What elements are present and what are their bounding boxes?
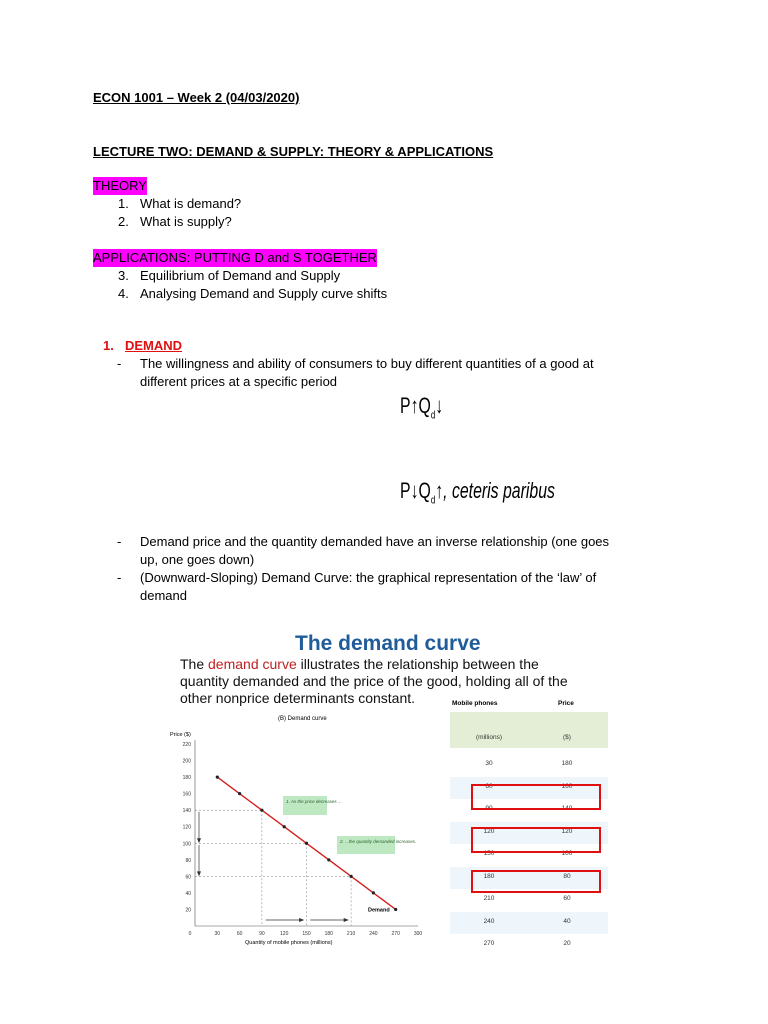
- slide-body-line3: other nonprice determinants constant.: [180, 690, 416, 706]
- demand-point: [216, 775, 219, 778]
- demand-chart: [170, 710, 435, 960]
- table-cell-price: 40: [563, 917, 571, 925]
- table-cell-quantity: 30: [485, 760, 493, 767]
- price-arrow-head: [197, 838, 201, 843]
- bullet-dash-2: -: [117, 534, 122, 549]
- table-cell-quantity: 240: [483, 917, 495, 925]
- table-unit-quantity: (millions): [476, 734, 502, 741]
- annotation-price-text: 1. As the price decreases ...: [286, 799, 342, 804]
- highlight-box-row-150: [471, 827, 601, 853]
- theory-item-num-2: 2.: [118, 214, 129, 229]
- theory-item-1: What is demand?: [140, 196, 242, 211]
- applications-item-num-4: 4.: [118, 286, 129, 301]
- applications-item-2: Analysing Demand and Supply curve shifts: [140, 286, 388, 301]
- table-row: [450, 934, 608, 957]
- slide-body-line1: The demand curve illustrates the relationship between the: [180, 656, 539, 672]
- x-tick-label: 240: [369, 931, 378, 937]
- lecture-title: LECTURE TWO: DEMAND & SUPPLY: THEORY & APPLICATIONS: [93, 144, 494, 159]
- table-cell-price: 160: [561, 782, 573, 790]
- y-tick-label: 80: [185, 857, 191, 864]
- demand-table: [450, 690, 608, 958]
- demand-point: [394, 908, 397, 911]
- table-cell-price: 140: [561, 805, 573, 812]
- bullet2-line2: up, one goes down): [140, 552, 255, 567]
- x-tick-label: 180: [324, 931, 333, 937]
- bullet2-line1: Demand price and the quantity demanded have an inverse relationship (one goes: [140, 534, 610, 549]
- theory-label: THEORY: [93, 178, 147, 193]
- table-cell-price: 120: [561, 827, 573, 835]
- slide-body-line2: quantity demanded and the price of the good, holding all of the: [180, 673, 568, 689]
- bullet-dash-3: -: [117, 570, 122, 585]
- y-tick-label: 120: [182, 824, 191, 831]
- table-cell-quantity: 150: [483, 850, 495, 857]
- x-tick-label: 300: [413, 931, 423, 937]
- demand-point: [283, 825, 286, 828]
- formula-price-down: $P↓Q_d↑$, ceteris paribus: [400, 478, 555, 507]
- bullet1-line2: different prices at a specific period: [140, 374, 338, 389]
- bullet1-line1: The willingness and ability of consumers to buy different quantities of a good at: [140, 356, 594, 371]
- y-tick-label: 180: [182, 775, 191, 782]
- table-header-price: Price: [558, 700, 574, 707]
- bullet3-line2: demand: [140, 588, 187, 603]
- x-tick-label: 210: [346, 931, 356, 937]
- annotation-quantity-text: 2. ...the quantity demanded increases.: [340, 839, 417, 844]
- x-tick-label: 270: [391, 931, 400, 937]
- applications-item-1: Equilibrium of Demand and Supply: [140, 268, 341, 283]
- x-tick-label: 30: [214, 931, 221, 937]
- demand-point: [305, 842, 308, 845]
- applications-item-num-3: 3.: [118, 268, 129, 283]
- price-arrow-head: [197, 871, 201, 876]
- demand-point: [372, 891, 375, 894]
- table-header-quantity: Mobile phones: [452, 700, 498, 707]
- quantity-arrow-head: [299, 918, 304, 922]
- quantity-arrow-head: [344, 918, 349, 922]
- table-cell-quantity: 60: [485, 782, 493, 790]
- slide-image: [160, 630, 620, 960]
- section1-title: DEMAND: [125, 338, 183, 353]
- table-cell-price: 60: [563, 895, 571, 902]
- y-tick-label: 200: [182, 758, 191, 765]
- x-axis-label: Quantity of mobile phones (millions): [245, 940, 333, 946]
- table-cell-quantity: 210: [483, 895, 495, 902]
- x-tick-label: 0: [188, 931, 192, 937]
- demand-point: [260, 809, 263, 812]
- theory-item-num-1: 1.: [118, 196, 129, 211]
- table-row: [450, 754, 608, 777]
- x-tick-label: 90: [259, 931, 265, 937]
- demand-point: [238, 792, 241, 795]
- section1-number: 1.: [103, 338, 114, 353]
- y-tick-label: 160: [182, 791, 191, 798]
- y-tick-label: 40: [185, 890, 191, 897]
- slide-title: The demand curve: [295, 632, 481, 655]
- table-cell-quantity: 90: [485, 805, 493, 812]
- demand-point: [327, 858, 330, 861]
- y-tick-label: 100: [182, 841, 191, 848]
- table-unit-row: [450, 712, 608, 748]
- series-label-demand: Demand: [367, 907, 390, 914]
- table-cell-quantity: 270: [483, 940, 495, 947]
- y-tick-label: 20: [185, 907, 191, 914]
- bullet-dash-1: -: [117, 356, 122, 371]
- theory-item-2: What is supply?: [140, 214, 232, 229]
- demand-point: [350, 875, 353, 878]
- x-tick-label: 60: [236, 931, 243, 937]
- y-tick-label: 60: [185, 874, 191, 881]
- formula-price-up: $P↑Q_d↓$: [400, 393, 444, 422]
- table-unit-price: ($): [563, 734, 571, 741]
- y-axis-label: Price ($): [170, 732, 191, 738]
- highlight-box-row-90: [471, 784, 601, 810]
- x-tick-label: 150: [302, 931, 311, 937]
- document-heading: ECON 1001 – Week 2 (04/03/2020): [93, 90, 300, 105]
- table-cell-price: 180: [561, 760, 573, 767]
- x-tick-label: 120: [280, 931, 289, 937]
- table-cell-price: 80: [563, 872, 571, 880]
- bullet3-line1: (Downward-Sloping) Demand Curve: the graphical representation of the ‘law’ of: [140, 570, 597, 585]
- table-cell-quantity: 120: [483, 827, 495, 835]
- highlight-box-row-180: [471, 870, 601, 893]
- table-row: [450, 912, 608, 935]
- y-tick-label: 220: [182, 742, 191, 748]
- table-cell-price: 100: [561, 850, 573, 857]
- table-cell-price: 20: [563, 940, 571, 947]
- applications-label: APPLICATIONS: PUTTING D and S TOGETHER: [93, 250, 377, 265]
- table-cell-quantity: 180: [483, 872, 495, 880]
- y-tick-label: 140: [182, 808, 191, 815]
- chart-title: (B) Demand curve: [278, 716, 327, 722]
